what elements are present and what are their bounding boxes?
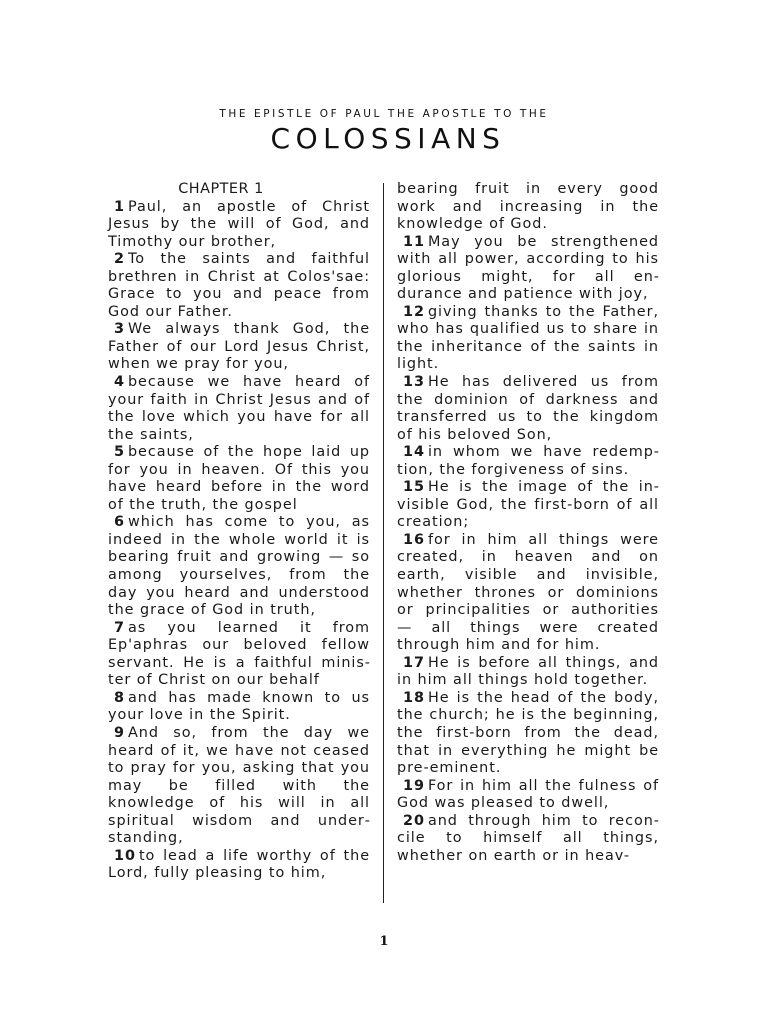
verse-text: and has made known to us your love in the Spirit. — [108, 689, 370, 724]
verse-text: For in him all the fulness of God was pleased to dwell, — [397, 777, 659, 812]
verse-number: 4 — [114, 374, 125, 391]
verse-number: 20 — [403, 812, 425, 829]
verse-text: bearing fruit in every good work and increasing in the knowledge of God. — [397, 181, 659, 233]
epistle-supertitle: THE EPISTLE OF PAUL THE APOSTLE TO THE — [219, 108, 549, 120]
verse-text: Paul, an apostle of Christ Jesus by the will of God, and Timothy our brother, — [108, 198, 370, 250]
verse-number: 16 — [403, 531, 425, 548]
verse-text: which has come to you, as indeed in the whole world it is bearing fruit and growing — so among yourselves, from the day you heard and understood the grace of God in truth, — [108, 514, 370, 619]
verse — [397, 655, 659, 690]
chapter-heading: CHAPTER 1 — [178, 181, 264, 197]
verse-number: 12 — [403, 303, 425, 320]
verse-number: 14 — [403, 444, 425, 461]
verse-text: May you be strengthened with all power, according to his glorious might, for all endurance and patience with joy, — [397, 233, 659, 303]
verse — [397, 532, 659, 655]
verse-number: 17 — [403, 654, 425, 671]
verse-number: 11 — [403, 233, 425, 250]
verse — [397, 304, 659, 374]
verse — [108, 321, 370, 374]
verse — [397, 690, 659, 778]
left-column — [108, 181, 370, 883]
verse — [108, 620, 370, 690]
verse — [397, 778, 659, 813]
column-divider — [383, 183, 384, 903]
verse-number: 6 — [114, 514, 125, 531]
verse — [108, 514, 370, 619]
verse — [108, 725, 370, 848]
verse — [108, 444, 370, 514]
verse-text: To the saints and faithful brethren in Christ at Colos'sae: Grace to you and peace from God our Father. — [108, 251, 370, 320]
verse-number: 5 — [114, 444, 125, 461]
verse — [397, 444, 659, 479]
verse-text: to lead a life worthy of the Lord, fully pleasing to him, — [108, 847, 370, 882]
verse-text: We always thank God, the Father of our Lord Jesus Christ, when we pray for you, — [108, 321, 370, 373]
verse-text: for in him all things were created, in heaven and on earth, visible and invisible, whether thrones or dominions or principalities or authorities — all things were created through him and for him. — [397, 531, 659, 654]
verse-number: 15 — [403, 479, 425, 496]
verse-text: giving thanks to the Father, who has qualified us to share in the inheritance of the saints in light. — [397, 303, 659, 373]
verse — [397, 813, 659, 866]
verse-text: He is the image of the invisible God, the first-born of all creation; — [397, 479, 659, 531]
verse-text: He is before all things, and in him all things hold together. — [397, 654, 659, 689]
verse-number: 9 — [114, 724, 125, 741]
verse-number: 8 — [114, 689, 125, 706]
verse-text: in whom we have redemption, the forgiveness of sins. — [397, 444, 659, 478]
verse-text: as you learned it from Ep'aphras our beloved fellow servant. He is a faithful minister of Christ on our behalf — [108, 619, 370, 689]
verse-text: because of the hope laid up for you in heaven. Of this you have heard before in the word of the truth, the gospel — [108, 444, 370, 513]
verse-continuation — [397, 181, 659, 234]
right-column — [397, 181, 659, 865]
verse — [108, 690, 370, 725]
verse-text: He has delivered us from the dominion of darkness and transferred us to the kingdom of his beloved Son, — [397, 374, 659, 443]
verse-number: 3 — [114, 321, 125, 338]
verse — [397, 479, 659, 532]
verse-number: 10 — [114, 847, 136, 864]
verse-text: And so, from the day we heard of it, we have not ceased to pray for you, asking that you may be filled with the knowledge of his will in all spiritual wisdom and understanding, — [108, 724, 370, 847]
verse-number: 19 — [403, 777, 425, 794]
verse — [397, 234, 659, 304]
verse — [397, 374, 659, 444]
verse — [108, 374, 370, 444]
verse — [108, 199, 370, 252]
verse-text: because we have heard of your faith in Christ Jesus and of the love which you have for all the saints, — [108, 374, 370, 443]
verse-text: He is the head of the body, the church; he is the beginning, the first-born from the dead, that in everything he might be pre-eminent. — [397, 689, 659, 777]
page-number: 1 — [379, 934, 389, 949]
verse — [108, 251, 370, 321]
verse-number: 18 — [403, 689, 425, 706]
verse-number: 2 — [114, 251, 125, 268]
verse-text: and through him to reconcile to himself all things, whether on earth or in heav- — [397, 812, 659, 864]
book-title: COLOSSIANS — [270, 122, 506, 155]
verse-number: 13 — [403, 374, 425, 391]
verse — [108, 848, 370, 883]
verse-number: 1 — [114, 198, 125, 215]
verse-number: 7 — [114, 619, 125, 636]
